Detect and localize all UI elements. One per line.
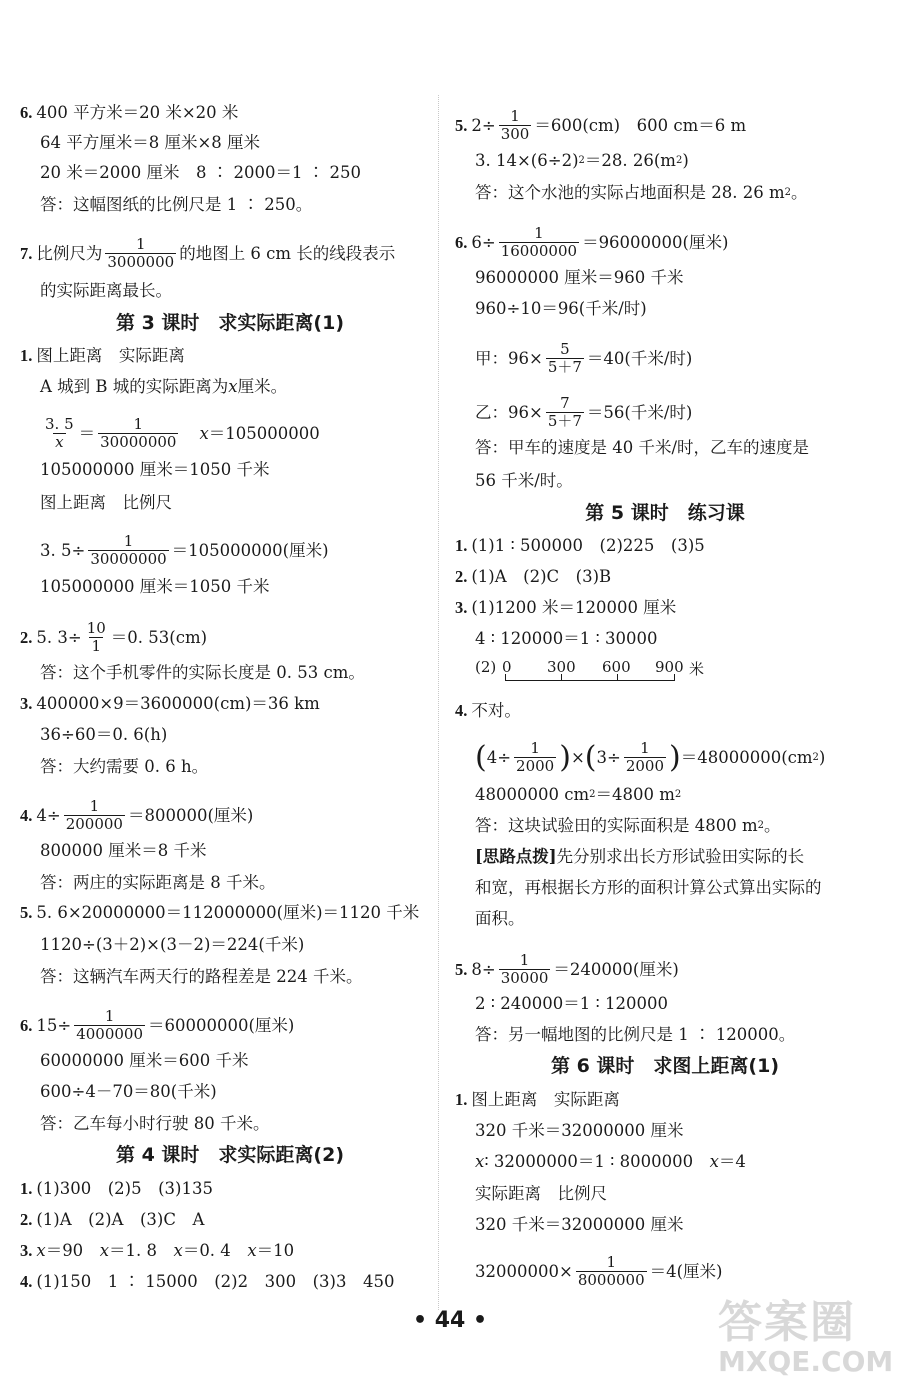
section-heading: 第 5 课时 练习课 [585,502,745,524]
fraction: $\frac{3. 5}{x}$ [45,415,74,451]
answer-line: 3. 400000×9＝3600000(cm)＝36 km [20,694,320,713]
answer-line: A 城到 B 城的实际距离为 x 厘米。 [40,377,288,396]
answer-line: 4 ∶ 120000＝1 ∶ 30000 [475,629,658,648]
scale-unit: 米 [689,660,705,678]
answer-line: 答：另一幅地图的比例尺是 1 ∶ 120000。 [475,1025,796,1044]
answer-line: 4. 不对。 [455,701,521,720]
fraction: $\frac{1}{300}$ [500,107,530,143]
section-heading: 第 6 课时 求图上距离(1) [550,1055,780,1077]
fraction: $\frac{1}{30000000}$ [100,415,177,451]
left-column [20,0,440,1310]
scale-tick [561,674,562,680]
answer-line: 800000 厘米＝8 千米 [40,841,207,860]
fraction: $\frac{1}{200000}$ [65,797,123,833]
answer-line: 4. (1)150 1 ∶ 15000 (2)2 300 (3)3 450 [20,1272,395,1291]
answer-line: 320 千米＝32000000 厘米 [475,1215,684,1234]
fraction: $\frac{1}{4000000}$ [76,1007,144,1043]
answer-line: $\frac{3. 5}{x}$ ＝ $\frac{1}{30000000}$ x＝105000000 [45,415,320,451]
answer-line: 图上距离 比例尺 [40,493,172,512]
answer-line: 2. 5. 3÷ $\frac{10}{1}$ ＝0. 53(cm) [20,619,208,655]
scale-tick [505,674,506,680]
section-heading: 第 3 课时 求实际距离(1) [115,312,345,334]
answer-line: 答：乙车每小时行驶 80 千米。 [40,1114,270,1133]
scale-tick [674,674,675,680]
scale-bar: (2) 0 300 600 900 米 [475,652,685,692]
answer-line: 56 千米/时。 [475,471,573,490]
answer-line: 60000000 厘米＝600 千米 [40,1051,249,1070]
scale-tick-label: 900 [655,658,684,676]
answer-line: 320 千米＝32000000 厘米 [475,1121,684,1140]
fraction: $\frac{5}{5+7}$ [547,340,582,376]
fraction: $\frac{1}{30000000}$ [90,532,167,568]
answer-line: 105000000 厘米＝1050 千米 [40,577,270,596]
answer-line: x ∶ 32000000＝1 ∶ 8000000 x ＝4 [475,1152,746,1171]
answer-line: 64 平方厘米＝8 厘米×8 厘米 [40,133,261,152]
fraction: $\frac{1}{2000}$ [516,739,555,775]
answer-line: 1120÷(3＋2)×(3－2)＝224(千米) [40,935,305,954]
answer-line: 答：这块试验田的实际面积是 4800 m 2 。 [475,816,781,835]
fraction: $\frac{1}{16000000}$ [500,224,578,260]
answer-line: 实际距离 比例尺 [475,1184,607,1203]
answer-line: 6. 400 平方米＝20 米×20 米 [20,103,239,122]
answer-line: 7. 比例尺为 $\frac{1}{3000000}$ 的地图上 6 cm 长的线段表示 [20,235,396,271]
answer-line: 32000000× $\frac{1}{8000000}$ ＝4(厘米) [475,1253,723,1289]
scale-tick-label: 0 [502,658,512,676]
fraction: $\frac{1}{2000}$ [625,739,665,775]
answer-line: 4. 4÷ $\frac{1}{200000}$ ＝800000(厘米) [20,797,254,833]
right-column [455,0,875,1310]
answer-line: 答：两庄的实际距离是 8 千米。 [40,873,276,892]
answer-line: 5. 5. 6×20000000＝112000000(厘米)＝1120 千米 [20,903,420,922]
answer-line: 1. (1)300 (2)5 (3)135 [20,1179,213,1198]
answer-line: 6. 15÷ $\frac{1}{4000000}$ ＝60000000(厘米) [20,1007,295,1043]
answer-line: 答：这个水池的实际占地面积是 28. 26 m 2 。 [475,183,808,202]
answer-line: 20 米＝2000 厘米 8 ∶ 2000＝1 ∶ 250 [40,163,361,182]
answer-line: 的实际距离最长。 [40,281,172,300]
answer-line: 5. 2÷ $\frac{1}{300}$ ＝600(cm) 600 cm＝6 m [455,107,747,143]
answer-line: 1. 图上距离 实际距离 [455,1090,620,1109]
answer-line: 6. 6÷ $\frac{1}{16000000}$ ＝96000000(厘米) [455,224,729,260]
answer-line: 乙：96× $\frac{7}{5+7}$ ＝56(千米/时) [475,394,693,430]
answer-line: 3. x ＝90 x ＝1. 8 x ＝0. 4 x ＝10 [20,1241,295,1260]
answer-line: 48000000 cm 2 ＝4800 m 2 [475,785,682,804]
fraction: $\frac{1}{30000}$ [500,951,549,987]
answer-line: 2. (1)A (2)C (3)B [455,567,612,586]
answer-line: 36÷60＝0. 6(h) [40,725,168,744]
answer-line: 答：这幅图纸的比例尺是 1 ∶ 250。 [40,195,313,214]
answer-line: 600÷4－70＝80(千米) [40,1082,217,1101]
answer-line: 5. 8÷ $\frac{1}{30000}$ ＝240000(厘米) [455,951,679,987]
answer-line: 答：大约需要 0. 6 h。 [40,757,209,776]
fraction: $\frac{7}{5+7}$ [547,394,582,430]
watermark-logo: 答案圈 MXQE.COM [718,1297,894,1378]
answer-line: 105000000 厘米＝1050 千米 [40,460,270,479]
hint-line: [思路点拨] 先分别求出长方形试验田实际的长 [475,847,805,866]
scale-line [505,680,675,681]
answer-line: 答：这辆汽车两天行的路程差是 224 千米。 [40,967,363,986]
answer-line: 1. 图上距离 实际距离 [20,346,185,365]
answer-line: 2. (1)A (2)A (3)C A [20,1210,205,1229]
scale-tick-label: 300 [547,658,576,676]
scale-tick-label: 600 [602,658,631,676]
scale-tick [617,674,618,680]
answer-line: 答：这个手机零件的实际长度是 0. 53 cm。 [40,663,365,682]
answer-line: 960÷10＝96(千米/时) [475,299,647,318]
hint-line: 和宽，再根据长方形的面积计算公式算出实际的 [475,878,822,897]
answer-line: ( 4÷ $\frac{1}{2000}$ ) × ( 3÷ $\frac{1}{2000}$ ) ＝48000000(cm 2 ) [475,739,826,775]
fraction: $\frac{1}{8000000}$ [577,1253,645,1289]
fraction: $\frac{1}{3000000}$ [107,235,175,271]
answer-line: 2 ∶ 240000＝1 ∶ 120000 [475,994,669,1013]
answer-line: 3. 14×(6÷2) 2 ＝28. 26(m 2 ) [475,151,689,170]
section-heading: 第 4 课时 求实际距离(2) [115,1144,345,1166]
answer-line: 甲：96× $\frac{5}{5+7}$ ＝40(千米/时) [475,340,693,376]
answer-line: 1. (1)1 ∶ 500000 (2)225 (3)5 [455,536,705,555]
page-number: • 44 • [412,1308,488,1333]
answer-line: 答：甲车的速度是 40 千米/时，乙车的速度是 [475,438,810,457]
fraction: $\frac{10}{1}$ [86,619,106,655]
answer-line: 3. 5÷ $\frac{1}{30000000}$ ＝105000000(厘米) [40,532,329,568]
hint-line: 面积。 [475,909,525,928]
answer-line: 3. (1)1200 米＝120000 厘米 [455,598,677,617]
answer-line: 96000000 厘米＝960 千米 [475,268,684,287]
